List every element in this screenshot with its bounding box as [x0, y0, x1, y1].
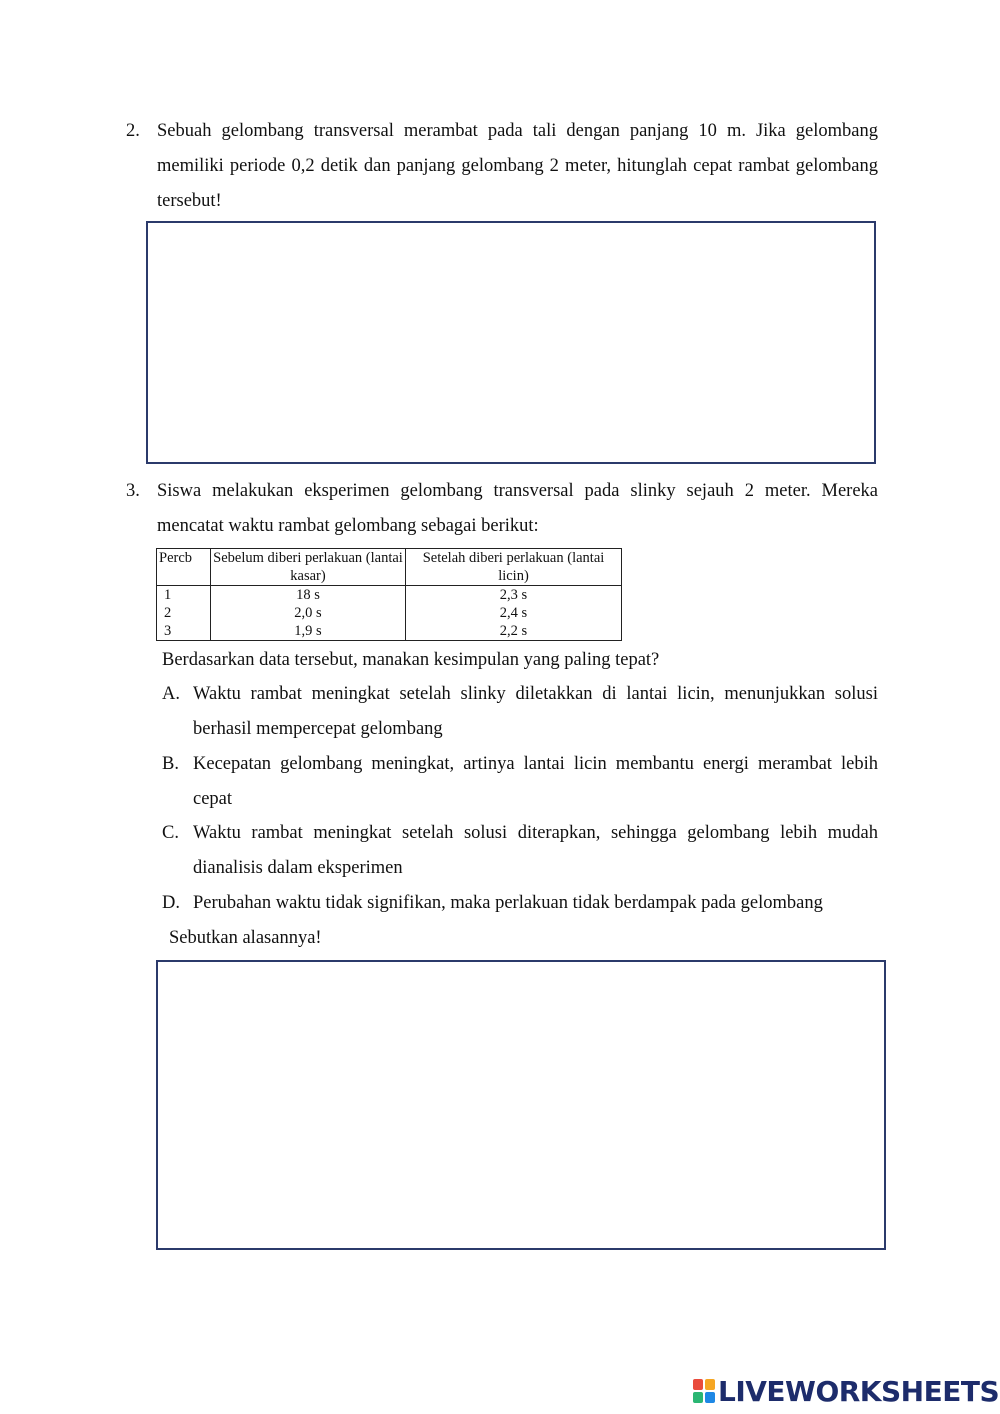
reason-prompt: Sebutkan alasannya!: [169, 928, 322, 948]
question-3-number: 3.: [126, 481, 140, 501]
option-b-letter: B.: [162, 754, 179, 774]
option-d[interactable]: [162, 886, 878, 921]
option-d-letter: D.: [162, 893, 180, 913]
table-row: [157, 586, 622, 605]
table-cell: 2,2 s: [406, 622, 622, 641]
table-header-cell: Sebelum diberi perlakuan (lantai kasar): [211, 549, 406, 586]
table-row: [157, 622, 622, 641]
logo-square: [705, 1379, 715, 1390]
logo-text: LIVEWORKSHEETS: [718, 1374, 1000, 1408]
answer-box-question-3[interactable]: [156, 960, 886, 1250]
logo-square: [693, 1392, 703, 1403]
option-a[interactable]: [162, 677, 878, 747]
table-cell: 2,0 s: [211, 604, 406, 622]
question-3: [126, 474, 878, 544]
option-a-text: Waktu rambat meningkat setelah slinky diletakkan di lantai licin, menunjukkan solusi berhasil mempercepat gelombang: [193, 684, 878, 739]
table-header-cell: Percb: [157, 549, 211, 586]
table-cell: 2,3 s: [406, 586, 622, 605]
logo-mark-icon: [693, 1379, 715, 1403]
table-cell: 3: [157, 622, 211, 641]
liveworksheets-logo: [693, 1374, 1000, 1408]
table-cell: 1: [157, 586, 211, 605]
table-header-row: [157, 549, 622, 586]
table-cell: 2,4 s: [406, 604, 622, 622]
question-3-text: Siswa melakukan eksperimen gelombang transversal pada slinky sejauh 2 meter. Mereka mencatat waktu rambat gelombang sebagai berikut:: [157, 481, 878, 536]
table-header-cell: Setelah diberi perlakuan (lantai licin): [406, 549, 622, 586]
option-c-text: Waktu rambat meningkat setelah solusi diterapkan, sehingga gelombang lebih mudah dianalisis dalam eksperimen: [193, 823, 878, 878]
logo-square: [705, 1392, 715, 1403]
question-3-prompt: Berdasarkan data tersebut, manakan kesimpulan yang paling tepat?: [162, 650, 660, 670]
table-cell: 1,9 s: [211, 622, 406, 641]
table-cell: 2: [157, 604, 211, 622]
option-a-letter: A.: [162, 684, 180, 704]
option-c-letter: C.: [162, 823, 179, 843]
question-2: [126, 114, 878, 219]
option-b-text: Kecepatan gelombang meningkat, artinya lantai licin membantu energi merambat lebih cepat: [193, 754, 878, 809]
option-d-text: Perubahan waktu tidak signifikan, maka perlakuan tidak berdampak pada gelombang: [193, 893, 823, 913]
answer-box-question-2[interactable]: [146, 221, 876, 464]
table-row: [157, 604, 622, 622]
experiment-table: [156, 548, 622, 641]
table-cell: 18 s: [211, 586, 406, 605]
question-2-number: 2.: [126, 121, 140, 141]
option-b[interactable]: [162, 747, 878, 817]
logo-square: [693, 1379, 703, 1390]
option-c[interactable]: [162, 816, 878, 886]
question-2-text: Sebuah gelombang transversal merambat pada tali dengan panjang 10 m. Jika gelombang memiliki periode 0,2 detik dan panjang gelombang 2 meter, hitunglah cepat rambat gelombang tersebut!: [157, 121, 878, 211]
